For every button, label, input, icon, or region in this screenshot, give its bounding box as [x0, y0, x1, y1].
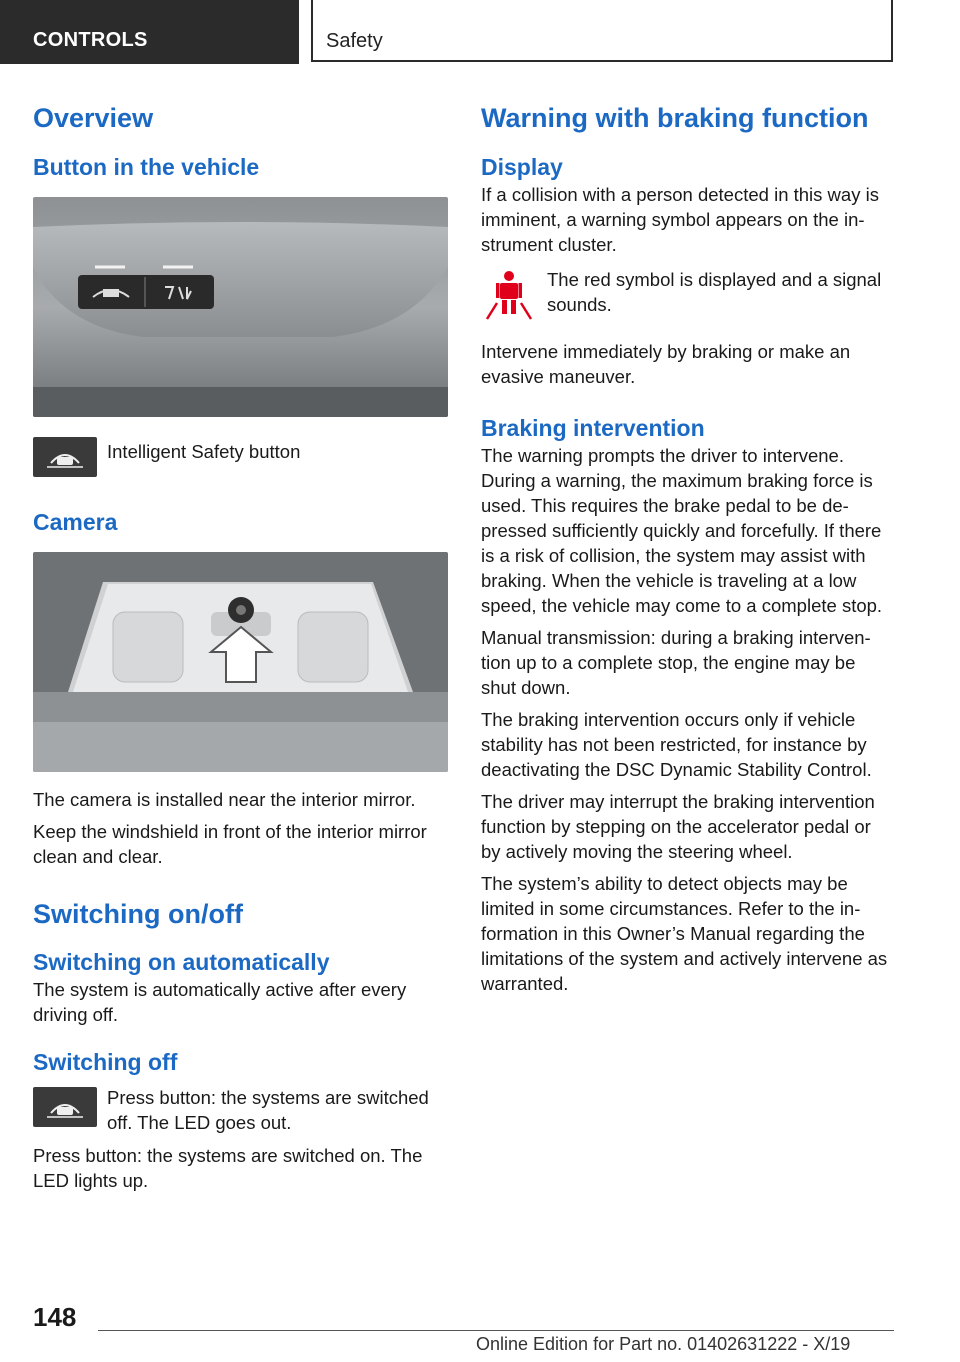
switching-on-text: Press button: the systems are switched on. The LED lights up. [33, 1145, 423, 1191]
switching-title: Switching on/off [33, 899, 243, 929]
chapter-label: CONTROLS [33, 29, 148, 51]
switching-off-heading: Switching off [33, 1049, 178, 1075]
pedestrian-warning-icon [481, 267, 537, 323]
switching-auto-heading: Switching on automatically [33, 949, 330, 975]
warning-title: Warning with braking function [481, 103, 869, 133]
display-heading: Display [481, 154, 563, 180]
windshield-camera-image [33, 552, 448, 772]
chapter-tab [0, 0, 299, 64]
footer-divider [98, 1330, 894, 1331]
braking-text-5: The system’s ability to detect objects may be limited in some circumstances. Refer to the in-formation in this Owner’s Manual regarding the limitations of the system and actively intervene as warranted. [481, 873, 888, 994]
braking-text-2: Manual transmission: during a braking interven-tion up to a complete stop, the engine may be shut down. [481, 627, 871, 698]
overview-title: Overview [33, 103, 154, 133]
intelligent-safety-row [33, 437, 448, 477]
braking-text-3: The braking intervention occurs only if vehicle stability has not been restricted, for instance by deactivating the DSC Dynamic Stability Control. [481, 709, 872, 780]
right-column [481, 100, 894, 996]
braking-text-1: The warning prompts the driver to intervene. During a warning, the maximum braking force is used. This requires the brake pedal to be de-pressed sufficiently quickly and forcefully. If there is a risk of collision, the system may assist with braking. When the vehicle is traveling at a low speed, the vehicle may come to a complete stop. [481, 445, 883, 616]
warning-symbol-row [481, 267, 894, 327]
display-text: If a collision with a person detected in this way is imminent, a warning symbol appears on the in-strument cluster. [481, 184, 879, 255]
section-label: Safety [326, 30, 383, 52]
button-panel-image [33, 197, 448, 417]
left-column [33, 100, 448, 1193]
intelligent-safety-button-icon [33, 437, 97, 477]
camera-text-1: The camera is installed near the interior mirror. [33, 789, 416, 810]
camera-heading: Camera [33, 509, 118, 535]
camera-text-2: Keep the windshield in front of the interior mirror clean and clear. [33, 821, 427, 867]
warning-symbol-caption: The red symbol is displayed and a signal sounds. [547, 269, 882, 315]
button-photo [33, 197, 448, 417]
switching-auto-text: The system is automatically active after every driving off. [33, 979, 407, 1025]
switching-off-caption: Press button: the systems are switched off. The LED goes out. [107, 1087, 429, 1133]
intervene-text: Intervene immediately by braking or make an evasive maneuver. [481, 341, 851, 387]
intelligent-safety-caption: Intelligent Safety button [107, 441, 301, 462]
camera-photo [33, 552, 448, 772]
button-heading: Button in the vehicle [33, 154, 260, 180]
intelligent-safety-button-icon [33, 1087, 97, 1127]
page-number: 148 [33, 1302, 77, 1332]
switching-off-row [33, 1085, 448, 1137]
braking-heading: Braking intervention [481, 415, 705, 441]
edition-footer: Online Edition for Part no. 01402631222 - X/19 [476, 1334, 851, 1354]
braking-text-4: The driver may interrupt the braking intervention function by stepping on the accelerator pedal or by actively moving the steering wheel. [481, 791, 875, 862]
section-tab [311, 0, 893, 62]
